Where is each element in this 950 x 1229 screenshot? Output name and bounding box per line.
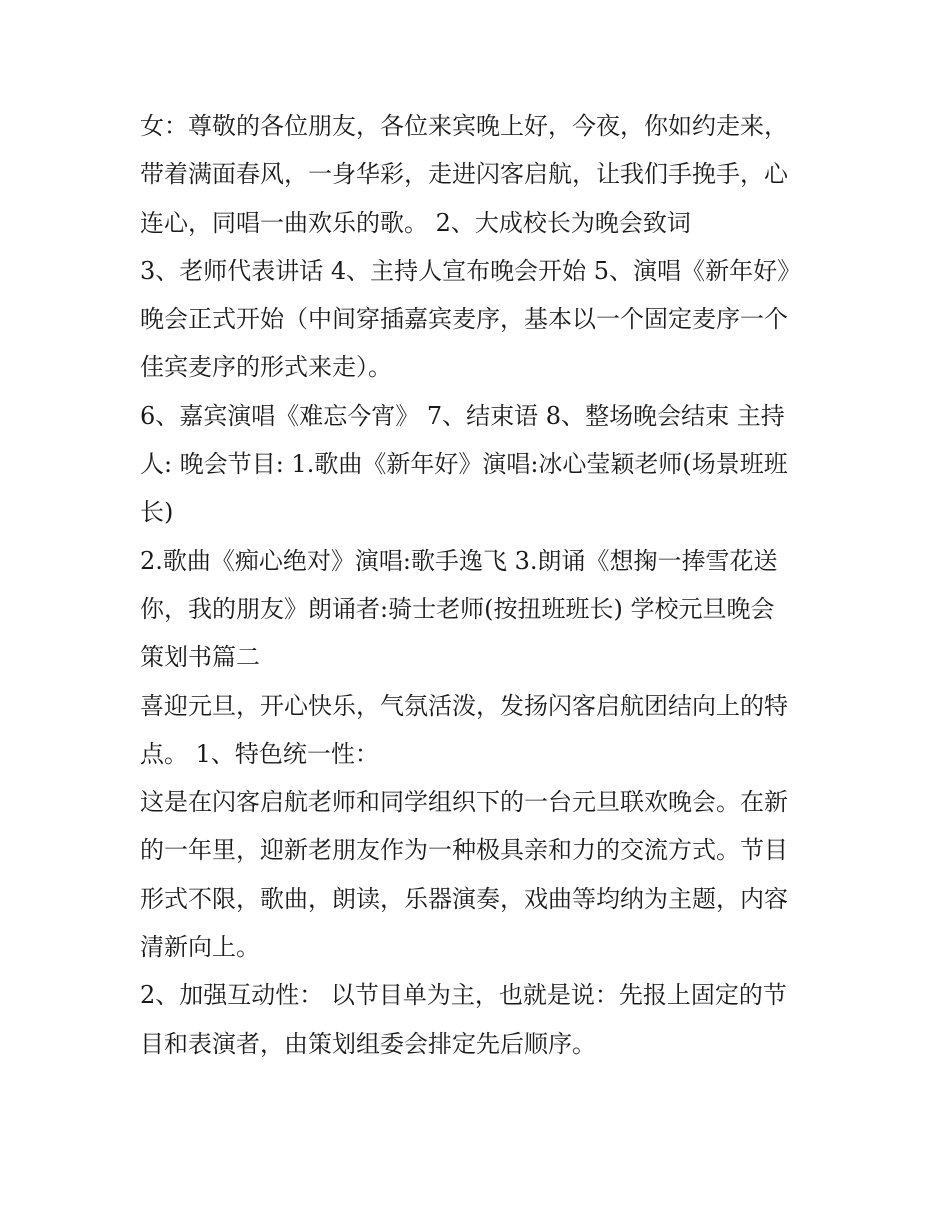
text-line: 6、嘉宾演唱《难忘今宵》 7、结束语 8、整场晚会结束 主持 [140,401,785,430]
text-line: 3、老师代表讲话 4、主持人宣布晚会开始 5、演唱《新年好》 [140,256,802,285]
text-line: 带着满面春风，一身华彩，走进闪客启航，让我们手挽手，心 [140,160,788,189]
text-line: 这是在闪客启航老师和同学组织下的一台元旦联欢晚会。在新 [140,788,788,817]
text-line: 目和表演者，由策划组委会排定先后顺序。 [140,1029,596,1058]
text-line: 女：尊敬的各位朋友，各位来宾晚上好，今夜，你如约走来， [140,112,788,140]
text-line: 2.歌曲《痴心绝对》演唱:歌手逸飞 3.朗诵《想掬一捧雪花送 [140,546,778,575]
text-line: 长) [140,498,174,527]
text-line: 晚会正式开始（中间穿插嘉宾麦序，基本以一个固定麦序一个 [140,305,788,334]
text-line: 的一年里，迎新老朋友作为一种极具亲和力的交流方式。节目 [140,836,788,865]
section-heading: 策划书篇二 [140,643,260,672]
text-line: 清新向上。 [140,933,260,962]
text-line: 你，我的朋友》朗诵者:骑士老师(按扭班班长) 学校元旦晚会 [140,594,775,623]
text-line: 2、加强互动性： 以节目单为主，也就是说：先报上固定的节 [140,981,787,1010]
text-line: 形式不限，歌曲，朗读，乐器演奏，戏曲等均纳为主题，内容 [140,884,788,913]
text-line: 人: 晚会节目: 1.歌曲《新年好》演唱:冰心莹颖老师(场景班班 [140,450,788,479]
document-body [140,102,820,1068]
text-line: 点。 1、特色统一性： [140,739,379,768]
text-line: 喜迎元旦，开心快乐，气氛活泼，发扬闪客启航团结向上的特 [140,691,788,720]
text-line: 连心，同唱一曲欢乐的歌。 2、大成校长为晚会致词 [140,208,691,237]
text-line: 佳宾麦序的形式来走）。 [140,353,392,382]
